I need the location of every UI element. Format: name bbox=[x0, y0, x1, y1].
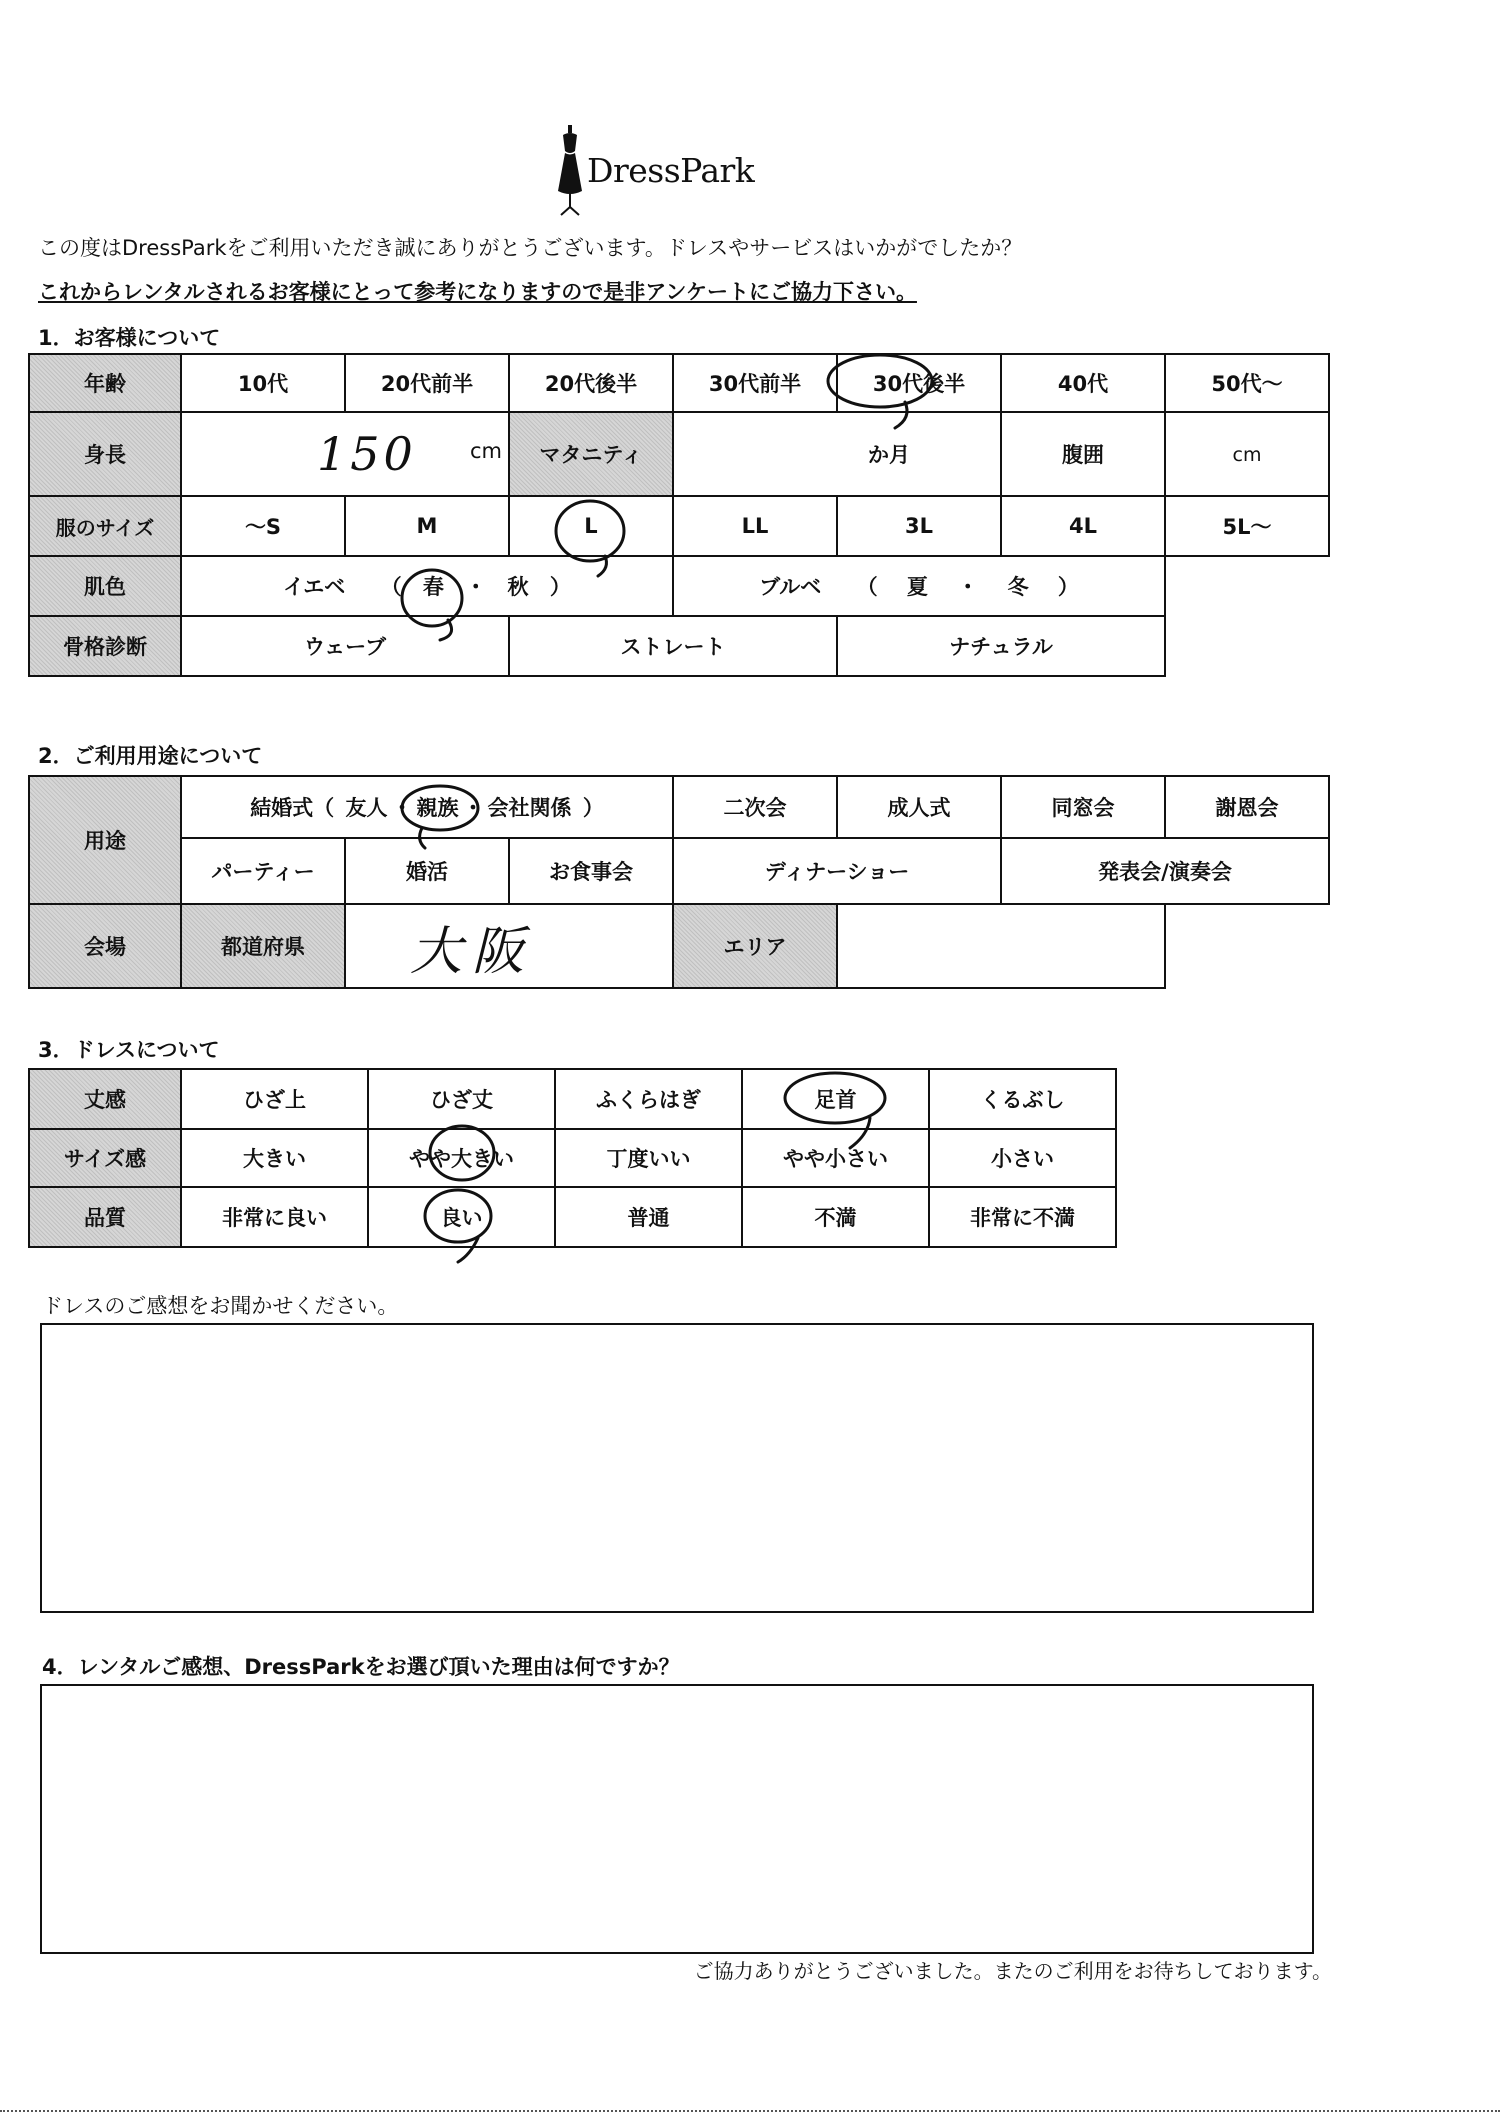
blue-base-label: ブルベ bbox=[759, 575, 822, 599]
family-option[interactable]: 親族 bbox=[416, 796, 459, 820]
usage-option[interactable]: ディナーショー bbox=[673, 838, 1001, 904]
dress-form-icon bbox=[555, 125, 585, 220]
prefecture-label: 都道府県 bbox=[181, 904, 345, 988]
height-row bbox=[29, 412, 1329, 496]
age-label: 年齢 bbox=[29, 354, 181, 412]
venue-label: 会場 bbox=[29, 904, 181, 988]
quality-option[interactable]: 非常に良い bbox=[181, 1187, 368, 1247]
winter-option[interactable]: 冬 bbox=[1007, 575, 1029, 599]
size-option[interactable]: M bbox=[345, 496, 509, 556]
closing-message: ご協力ありがとうございました。またのご利用をお待ちしております。 bbox=[693, 1959, 1332, 1983]
fit-option[interactable]: 小さい bbox=[929, 1129, 1116, 1187]
empty-cell bbox=[1165, 556, 1329, 616]
frame-label: 骨格診断 bbox=[29, 616, 181, 676]
usage-option[interactable]: 婚活 bbox=[345, 838, 509, 904]
brand-logo bbox=[555, 125, 795, 220]
fit-option[interactable]: 丁度いい bbox=[555, 1129, 742, 1187]
section-1-title: 1．お客様について bbox=[38, 326, 221, 350]
yellow-base-option[interactable] bbox=[181, 556, 673, 616]
intro-line-2: これからレンタルされるお客様にとって参考になりますので是非アンケートにご協力下さい。 bbox=[38, 280, 917, 304]
height-unit: cm bbox=[469, 439, 502, 463]
length-option[interactable]: くるぶし bbox=[929, 1069, 1116, 1129]
dress-table bbox=[28, 1068, 1117, 1248]
waist-unit: cm bbox=[1232, 444, 1262, 466]
size-option[interactable]: 3L bbox=[837, 496, 1001, 556]
height-field[interactable] bbox=[181, 412, 509, 496]
autumn-option[interactable]: 秋 bbox=[507, 575, 529, 599]
dress-comment-prompt: ドレスのご感想をお聞かせください。 bbox=[42, 1294, 399, 1318]
age-option[interactable]: 20代前半 bbox=[345, 354, 509, 412]
size-option[interactable]: 4L bbox=[1001, 496, 1165, 556]
usage-option[interactable]: お食事会 bbox=[509, 838, 673, 904]
yellow-base-label: イエベ bbox=[283, 575, 346, 599]
paren-open: （ bbox=[856, 575, 878, 599]
frame-option[interactable]: ストレート bbox=[509, 616, 837, 676]
maternity-months-field[interactable] bbox=[673, 412, 1001, 496]
wedding-prefix: 結婚式（ bbox=[250, 796, 335, 820]
usage-row-2 bbox=[29, 838, 1329, 904]
length-option[interactable]: ふくらはぎ bbox=[555, 1069, 742, 1129]
frame-row bbox=[29, 616, 1329, 676]
rental-comment-box[interactable] bbox=[40, 1684, 1314, 1954]
section-2-title: 2．ご利用用途について bbox=[38, 744, 263, 768]
usage-row-1 bbox=[29, 776, 1329, 838]
height-label: 身長 bbox=[29, 412, 181, 496]
spring-option[interactable]: 春 bbox=[422, 575, 444, 599]
dress-comment-box[interactable] bbox=[40, 1323, 1314, 1613]
friend-option[interactable]: 友人 bbox=[345, 796, 388, 820]
skin-row bbox=[29, 556, 1329, 616]
paren-open: （ bbox=[380, 575, 402, 599]
usage-option[interactable]: 成人式 bbox=[837, 776, 1001, 838]
fit-option-selected[interactable]: やや大きい bbox=[368, 1129, 555, 1187]
summer-option[interactable]: 夏 bbox=[906, 575, 928, 599]
quality-option[interactable]: 不満 bbox=[742, 1187, 929, 1247]
blue-base-option[interactable] bbox=[673, 556, 1165, 616]
usage-table bbox=[28, 775, 1330, 989]
company-option[interactable]: 会社関係 bbox=[487, 796, 572, 820]
age-row bbox=[29, 354, 1329, 412]
age-option-selected[interactable]: 30代後半 bbox=[837, 354, 1001, 412]
usage-option[interactable]: 発表会/演奏会 bbox=[1001, 838, 1329, 904]
usage-option[interactable]: 同窓会 bbox=[1001, 776, 1165, 838]
size-option[interactable]: LL bbox=[673, 496, 837, 556]
length-row bbox=[29, 1069, 1116, 1129]
area-field[interactable] bbox=[837, 904, 1165, 988]
section-3-title: 3．ドレスについて bbox=[38, 1038, 220, 1062]
usage-option[interactable]: 二次会 bbox=[673, 776, 837, 838]
prefecture-field[interactable] bbox=[345, 904, 673, 988]
area-label: エリア bbox=[673, 904, 837, 988]
separator: ・ bbox=[462, 796, 484, 820]
prefecture-value: 大阪 bbox=[410, 921, 535, 982]
fit-label: サイズ感 bbox=[29, 1129, 181, 1187]
height-value: 150 bbox=[317, 427, 417, 481]
fit-row bbox=[29, 1129, 1116, 1187]
venue-row bbox=[29, 904, 1329, 988]
brand-wordmark: DressPark bbox=[587, 151, 755, 190]
length-option[interactable]: ひざ上 bbox=[181, 1069, 368, 1129]
maternity-label: マタニティ bbox=[509, 412, 673, 496]
customer-table bbox=[28, 353, 1330, 677]
separator: ・ bbox=[465, 575, 487, 599]
skin-label: 肌色 bbox=[29, 556, 181, 616]
age-option[interactable]: 10代 bbox=[181, 354, 345, 412]
quality-option[interactable]: 普通 bbox=[555, 1187, 742, 1247]
waist-field[interactable] bbox=[1165, 412, 1329, 496]
frame-option[interactable]: ナチュラル bbox=[837, 616, 1165, 676]
age-option[interactable]: 20代後半 bbox=[509, 354, 673, 412]
usage-option[interactable]: 謝恩会 bbox=[1165, 776, 1329, 838]
length-option[interactable]: ひざ丈 bbox=[368, 1069, 555, 1129]
separator: ・ bbox=[957, 575, 979, 599]
paren-close: ） bbox=[1057, 575, 1079, 599]
size-row bbox=[29, 496, 1329, 556]
purpose-label: 用途 bbox=[29, 776, 181, 904]
length-option-selected[interactable]: 足首 bbox=[742, 1069, 929, 1129]
fit-option[interactable]: やや小さい bbox=[742, 1129, 929, 1187]
paren-close: ） bbox=[549, 575, 571, 599]
size-option-selected[interactable]: L bbox=[509, 496, 673, 556]
age-option[interactable]: 40代 bbox=[1001, 354, 1165, 412]
months-unit: か月 bbox=[868, 443, 910, 467]
waist-label: 腹囲 bbox=[1001, 412, 1165, 496]
scan-edge-line bbox=[0, 2110, 1500, 2112]
length-label: 丈感 bbox=[29, 1069, 181, 1129]
empty-cell bbox=[1165, 616, 1329, 676]
age-option[interactable]: 30代前半 bbox=[673, 354, 837, 412]
size-option[interactable]: 〜S bbox=[181, 496, 345, 556]
fit-option[interactable]: 大きい bbox=[181, 1129, 368, 1187]
quality-option-selected[interactable]: 良い bbox=[368, 1187, 555, 1247]
section-4-title: 4．レンタルご感想、DressParkをお選び頂いた理由は何ですか？ bbox=[42, 1655, 680, 1679]
separator: ・ bbox=[391, 796, 413, 820]
usage-option[interactable]: パーティー bbox=[181, 838, 345, 904]
empty-cell bbox=[1165, 904, 1329, 988]
quality-label: 品質 bbox=[29, 1187, 181, 1247]
quality-row bbox=[29, 1187, 1116, 1247]
size-option[interactable]: 5L〜 bbox=[1165, 496, 1329, 556]
frame-option[interactable]: ウェーブ bbox=[181, 616, 509, 676]
quality-option[interactable]: 非常に不満 bbox=[929, 1187, 1116, 1247]
age-option[interactable]: 50代〜 bbox=[1165, 354, 1329, 412]
wedding-option[interactable] bbox=[181, 776, 673, 838]
size-label: 服のサイズ bbox=[29, 496, 181, 556]
intro-line-1: この度はDressParkをご利用いただき誠にありがとうございます。ドレスやサービスはいかがでしたか？ bbox=[38, 236, 1023, 260]
wedding-suffix: ） bbox=[582, 796, 604, 820]
